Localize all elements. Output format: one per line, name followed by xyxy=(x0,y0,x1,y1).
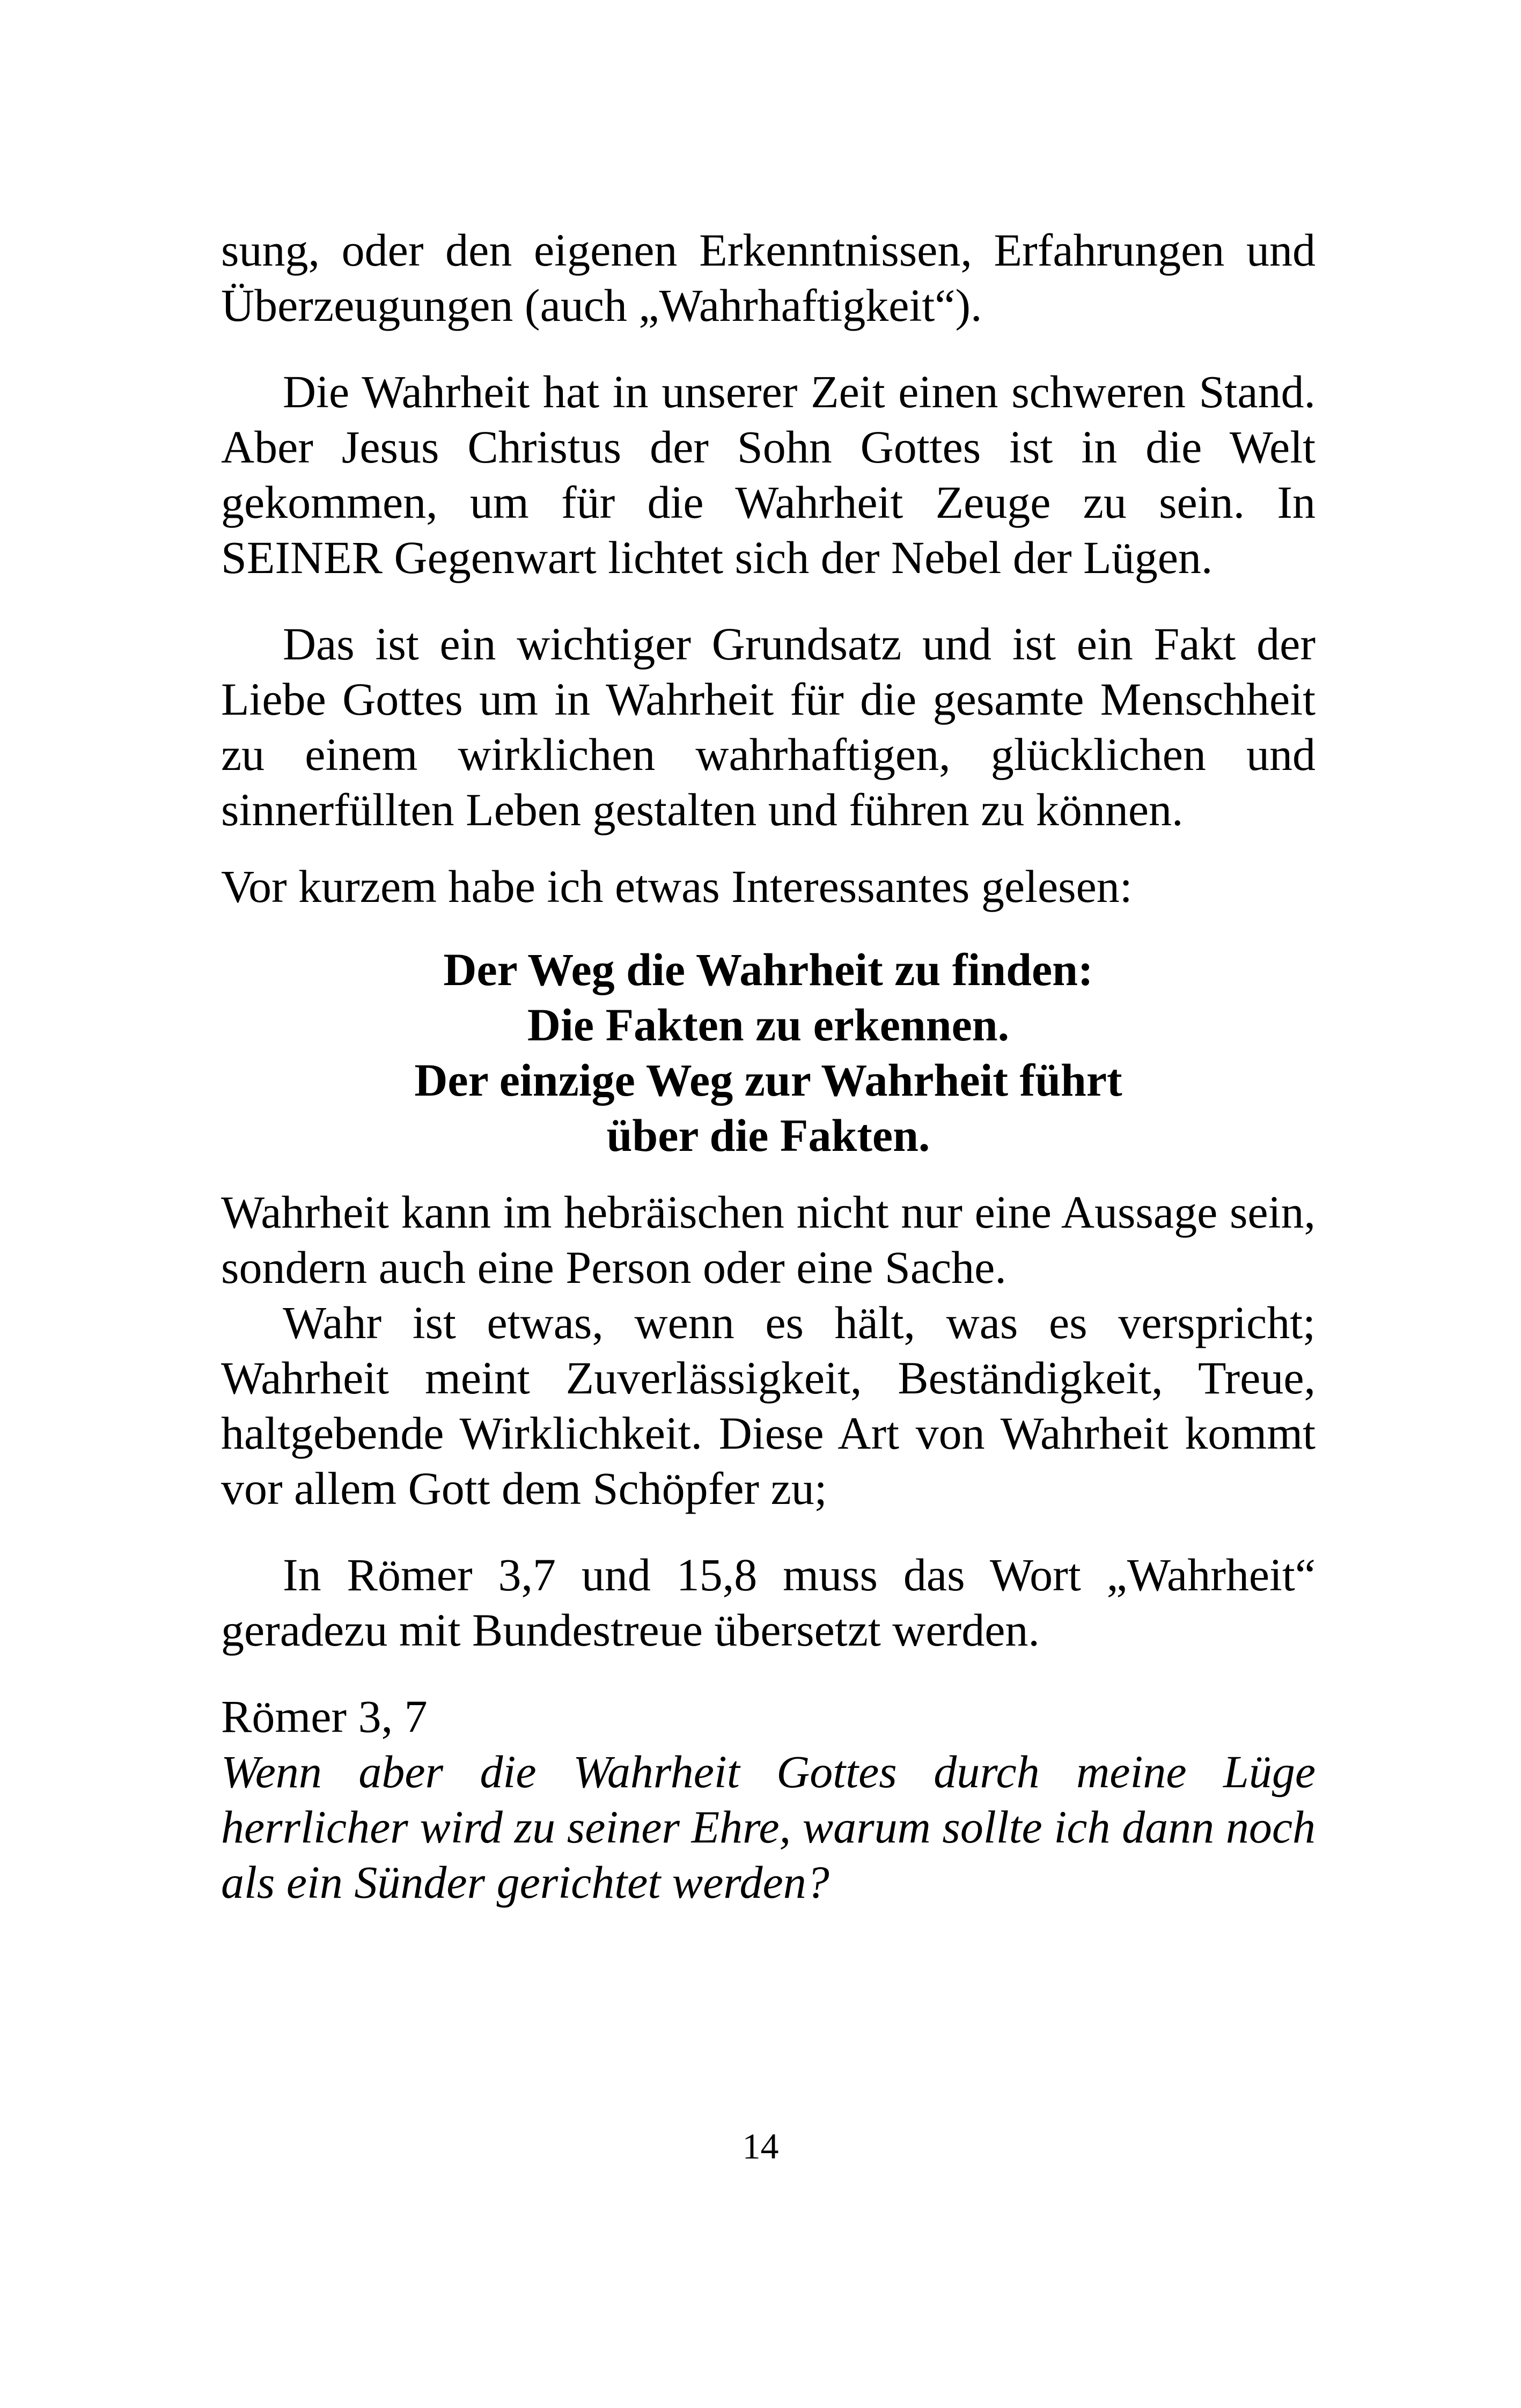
quote-line: Der einzige Weg zur Wahrheit führt xyxy=(414,1054,1122,1106)
verse-text: Wenn aber die Wahrheit Gottes durch meine Lüge herrlicher wird zu seiner Ehre, warum sollte ich dann noch als ein Sünder gerichtet werden? xyxy=(221,1746,1316,1908)
quote-line: über die Fakten. xyxy=(606,1110,930,1161)
page-body xyxy=(221,223,1316,1910)
paragraph-principle: Das ist ein wichtiger Grundsatz und ist ein Fakt der Liebe Gottes um in Wahrheit für die gesamte Menschheit zu einem wirklichen wahrhaftigen, glücklichen und sinnerfüllten Leben gestalten und führen zu können. xyxy=(221,618,1316,835)
quote-line: Der Weg die Wahrheit zu finden: xyxy=(443,944,1093,995)
paragraph-hebrew-meaning: Wahrheit kann im hebräischen nicht nur eine Aussage sein, sondern auch eine Person oder eine Sache. xyxy=(221,1186,1316,1293)
paragraph-romans: In Römer 3,7 und 15,8 muss das Wort „Wahrheit“ geradezu mit Bundestreue übersetzt werden. xyxy=(221,1549,1316,1656)
quote-line: Die Fakten zu erkennen. xyxy=(527,999,1010,1051)
paragraph-true-is: Wahr ist etwas, wenn es hält, was es verspricht; Wahrheit meint Zuverlässigkeit, Beständigkeit, Treue, haltgebende Wirklichkeit. Diese Art von Wahrheit kommt vor allem Gott dem Schöpfer zu; xyxy=(221,1297,1316,1514)
verse-reference: Römer 3, 7 xyxy=(221,1691,428,1742)
highlighted-quote xyxy=(221,942,1316,1163)
paragraph-continuation: sung, oder den eigenen Erkenntnissen, Erfahrungen und Überzeugungen (auch „Wahrhaftigkeit“). xyxy=(221,224,1316,331)
paragraph-truth-standing: Die Wahrheit hat in unserer Zeit einen schweren Stand. Aber Jesus Christus der Sohn Gottes ist in die Welt gekommen, um für die Wahrheit Zeuge zu sein. In SEINER Gegenwart lichtet sich der Nebel der Lügen. xyxy=(221,366,1316,583)
page-number: 14 xyxy=(742,2126,779,2167)
paragraph-recently-read: Vor kurzem habe ich etwas Interessantes gelesen: xyxy=(221,861,1133,912)
